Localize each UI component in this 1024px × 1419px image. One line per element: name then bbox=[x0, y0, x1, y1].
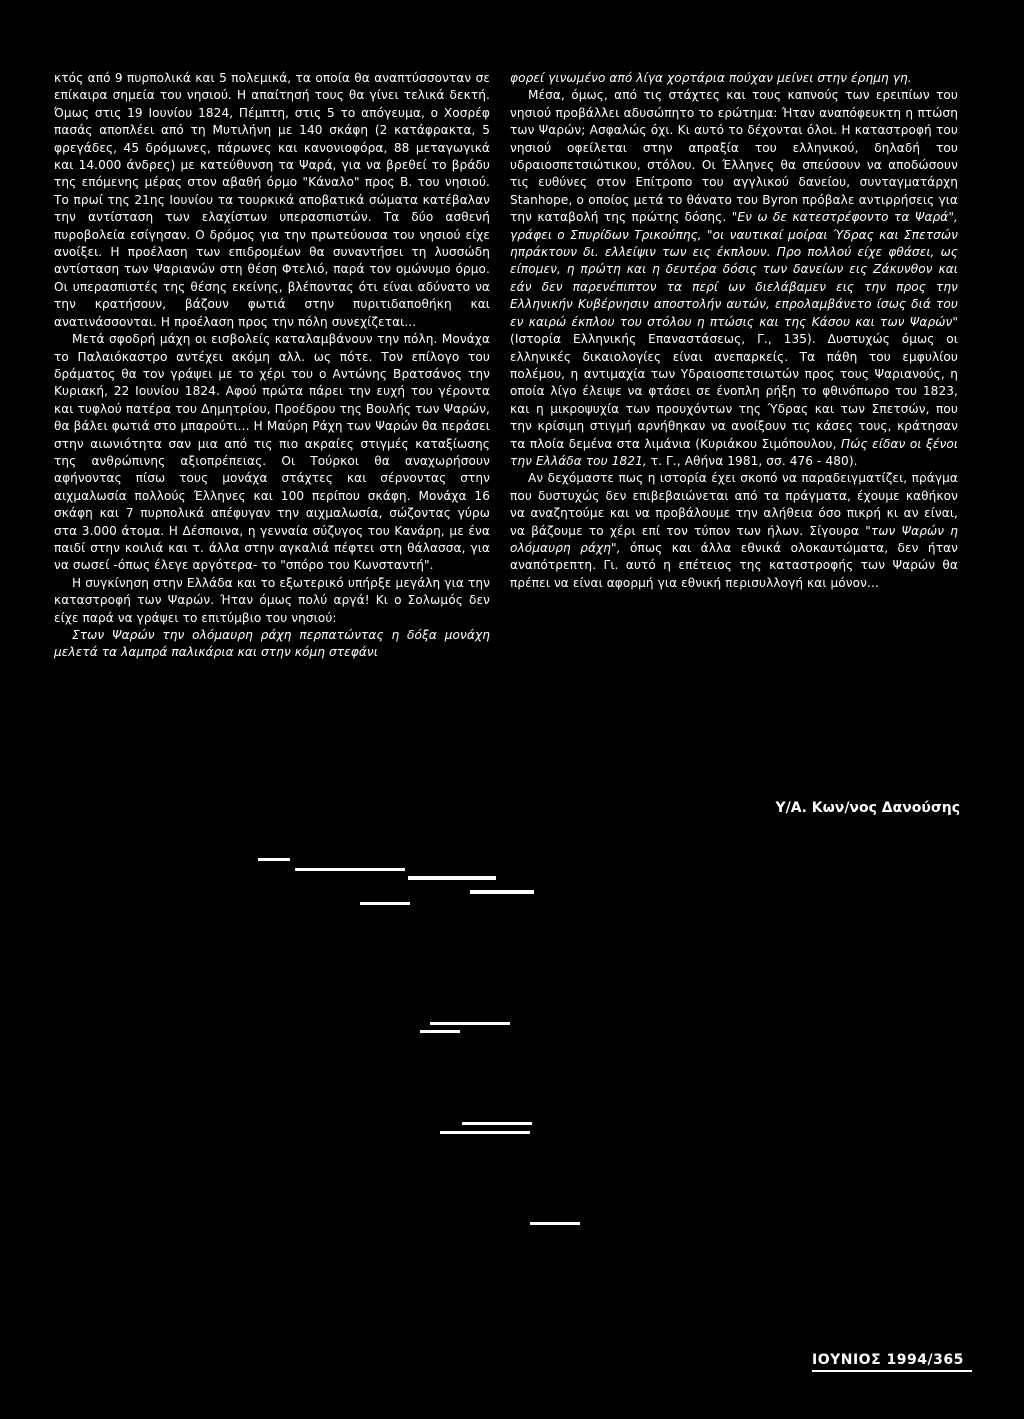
scan-scratch-mark bbox=[470, 890, 534, 894]
scan-scratch-mark bbox=[258, 858, 290, 861]
trikoupis-quote: "Εν ω δε κατεστρέφοντο τα Ψαρά", γράφει ο Σπυρίδων Τρικούπης, "οι ναυτικαί μοίραι Ύδρας και Σπετσών ηπράκτουν δι. ελλείψιν των εις έκπλουν. Προ πολλού είχε φθάσει, ως είπομεν, η πρώτη και η δευτέρα δόσις των δανείων εις Ζάκυνθον και εάν δεν παρενέπιπτον τα περί ων διελάβαμεν εις την προς την Ελληνικήν Κυβέρνησιν αποστολήν αυτών, επρολαμβάνετο ίσως διά του εν καιρώ έκπλου του στόλου η πτώσις και της Κάσου και των Ψαρών" bbox=[510, 210, 958, 329]
scan-scratch-mark bbox=[295, 868, 405, 871]
paragraph-text: Δυστυχώς όμως οι ελληνικές δικαιολογίες είναι ανεπαρκείς. Τα πάθη του εμφυλίου πολέμου, η αντιμαχία των Υδραιοσπετσιωτών προς τους Ψαριανούς, η οποία λίγο έλειψε να φτάσει σε ένοπλη ρήξη το φθινόπωρο του 1823, και η μικροψυχία των προυχόντων της Ύδρας και των Σπετσών, που την κρίσιμη στιγμή αρνήθηκαν να ανοίξουν τις κάσες τους, κράτησαν τα πλοία δεμένα στα λιμάνια (Κυριάκου Σιμόπουλου, bbox=[510, 332, 958, 451]
scan-scratch-mark bbox=[530, 1222, 580, 1225]
scan-scratch-mark bbox=[420, 1030, 460, 1033]
scan-scratch-mark bbox=[462, 1122, 532, 1125]
poem-continuation: φορεί γινωμένο από λίγα χορτάρια πούχαν μείνει στην έρημη γη. bbox=[510, 71, 912, 85]
quote-source: (Ιστορία Ελληνικής Επαναστάσεως, Γ., 135). bbox=[510, 332, 816, 347]
book-reference: τ. Γ., Αθήνα 1981, σσ. 476 - 480). bbox=[650, 453, 858, 468]
issue-and-page: ΙΟΥΝΙΟΣ 1994/365 bbox=[812, 1352, 964, 1368]
footer-rule bbox=[812, 1370, 972, 1372]
paragraph: κτός από 9 πυρπολικά και 5 πολεμικά, τα οποία θα αναπτύσσονταν σε επίκαιρα σημεία του νησιού. Η απαίτησή τους θα γίνει τελικά δεκτή. Όμως στις 19 Ιουνίου 1824, Πέμπτη, στις 5 το απόγευμα, ο Χοσρέφ πασάς αποπλέει από τη Μυτιλήνη με 140 σκάφη (2 κατάφρακτα, 5 φρεγάδες, 45 δρόμωνες, πάρωνες και κανονιοφόρα, 88 μεταγωγικά και 14.000 άνδρες) με κατεύθυνση τα Ψαρά, για να βρεθεί το βράδυ της επόμενης μέρας στον αβαθή όρμο "Κάναλο" προς Β. του νησιού. Το πρωί της 21ης Ιουνίου τα τουρκικά αποβατικά σώματα κατέβαλαν την αντίσταση των ελαχίστων υπερασπιστών. Τα δύο ασθενή πυροβολεία εσίγησαν. Ο δρόμος για την πρωτεύουσα του νησιού είχε ανοίξει. Η προέλαση των επιδρομέων θα συναντήσει τη λυσσώδη αντίσταση των Ψαριανών στη θέση Φτελιό, παρά τον ομώνυμο όρμο. Οι υπερασπιστές της θέσης εκείνης, βλέποντας ότι είναι αδύνατο να την κρατήσουν, βάζουν φωτιά στην πυριτιδαποθήκη και ανατινάσσονται. Η προέλαση προς την πόλη συνεχίζεται... bbox=[54, 71, 490, 329]
author-signature: Υ/Α. Κων/νος Δανούσης bbox=[775, 800, 960, 816]
scan-scratch-mark bbox=[430, 1022, 510, 1025]
paragraph: Μετά σφοδρή μάχη οι εισβολείς καταλαμβάνουν την πόλη. Μονάχα το Παλαιόκαστρο αντέχει ακόμη αλλ. ως πότε. Τον επίλογο του δράματος θα τον γράψει με το χέρι του ο Αντώνης Βρατσάνος την Κυριακή, 22 Ιουνίου 1824. Αφού πρώτα πάρει την ευχή του γέροντα και τυφλού πατέρα του Δημητρίου, Προέδρου της Βουλής των Ψαρών, θα βάλει φωτιά στο μπαρούτι... Η Μαύρη Ράχη των Ψαρών θα περάσει στην αιωνιότητα σαν μια από τις πιο ακραίες στιγμές καταξίωσης της ανθρώπινης αξιοπρέπειας. Οι Τούρκοι θα αναχωρήσουν αφήνοντας πίσω τους μονάχα στάχτες και σέρνοντας στην αιχμαλωσία πολλούς Έλληνες και 100 περίπου σκάφη. Μονάχα 16 σκάφη και 7 πυρπολικά απέφυγαν την αιχμαλωσία, σώζοντας γύρω στα 3.000 άτομα. Η Δέσποινα, η γενναία σύζυγος του Κανάρη, με ένα παιδί στην κοιλιά και τ. άλλα στην αγκαλιά πέφτει στη θάλασσα, για να σωσεί -όπως έλεγε αργότερα- το "σπόρο του Κωνσταντή". bbox=[54, 332, 490, 573]
scan-scratch-mark bbox=[408, 876, 496, 880]
poem-quote: "των Ψαρών η ολόμαυρη ράχη", bbox=[510, 523, 958, 555]
paragraph: Η συγκίνηση στην Ελλάδα και το εξωτερικό υπήρξε μεγάλη για την καταστροφή των Ψαρών. Ήταν όμως πολύ αργά! Κι ο Σολωμός δεν είχε παρά να γράψει το επιτύμβιο του νησιού: bbox=[54, 575, 490, 625]
scan-scratch-mark bbox=[360, 902, 410, 905]
book-title: Πώς είδαν οι ξένοι την Ελλάδα του 1821, bbox=[510, 436, 959, 468]
poem-excerpt: Στων Ψαρών την ολόμαυρη ράχη περπατώντας η δόξα μονάχη μελετά τα λαμπρά παλικάρια και στην κόμη στεφάνι bbox=[54, 628, 490, 660]
paragraph-text: Μέσα, όμως, από τις στάχτες και τους καπνούς των ερειπίων του νησιού προβάλλει αδυσώπητο το ερώτημα: Ήταν αναπόφευκτη η πτώση των Ψαρών; Ασφαλώς όχι. Κι αυτό το δέχονται όλοι. Η καταστροφή του νησιού οφείλεται στην απραξία του ελληνικού, δηλαδή του υδραιοσπετσιώτικου, στόλου. Οι Έλληνες θα σπεύσουν να αποδώσουν τις ευθύνες στον Επίτροπο του αγγλικού δανείου, συνταγματάρχη Stanhope, ο οποίος μετά το θάνατο του Byron πρόβαλε αντιρρήσεις για την καταβολή της πρώτης δόσης. bbox=[510, 88, 958, 225]
paragraph-text: Αν δεχόμαστε πως η ιστορία έχει σκοπό να παραδειγματίζει, πράγμα που δυστυχώς δεν επιβεβαιώνεται από τα πράγματα, έχουμε καθήκον να αναζητούμε και να προβάλουμε την αλήθεια όσο πικρή κι αν είναι, να βάζουμε το χέρι επί τον τύπον των ήλων. Σίγουρα bbox=[510, 471, 958, 538]
page-footer bbox=[812, 1352, 964, 1368]
scan-scratch-mark bbox=[440, 1131, 530, 1134]
paragraph-text: όπως και άλλα εθνικά ολοκαυτώματα, δεν ήταν αναπότρεπτη. Γι. αυτό η επέτειος της καταστροφής των Ψαρών θα πρέπει να είναι αφορμή για εθνική περισυλλογή και μόνον... bbox=[510, 540, 959, 590]
